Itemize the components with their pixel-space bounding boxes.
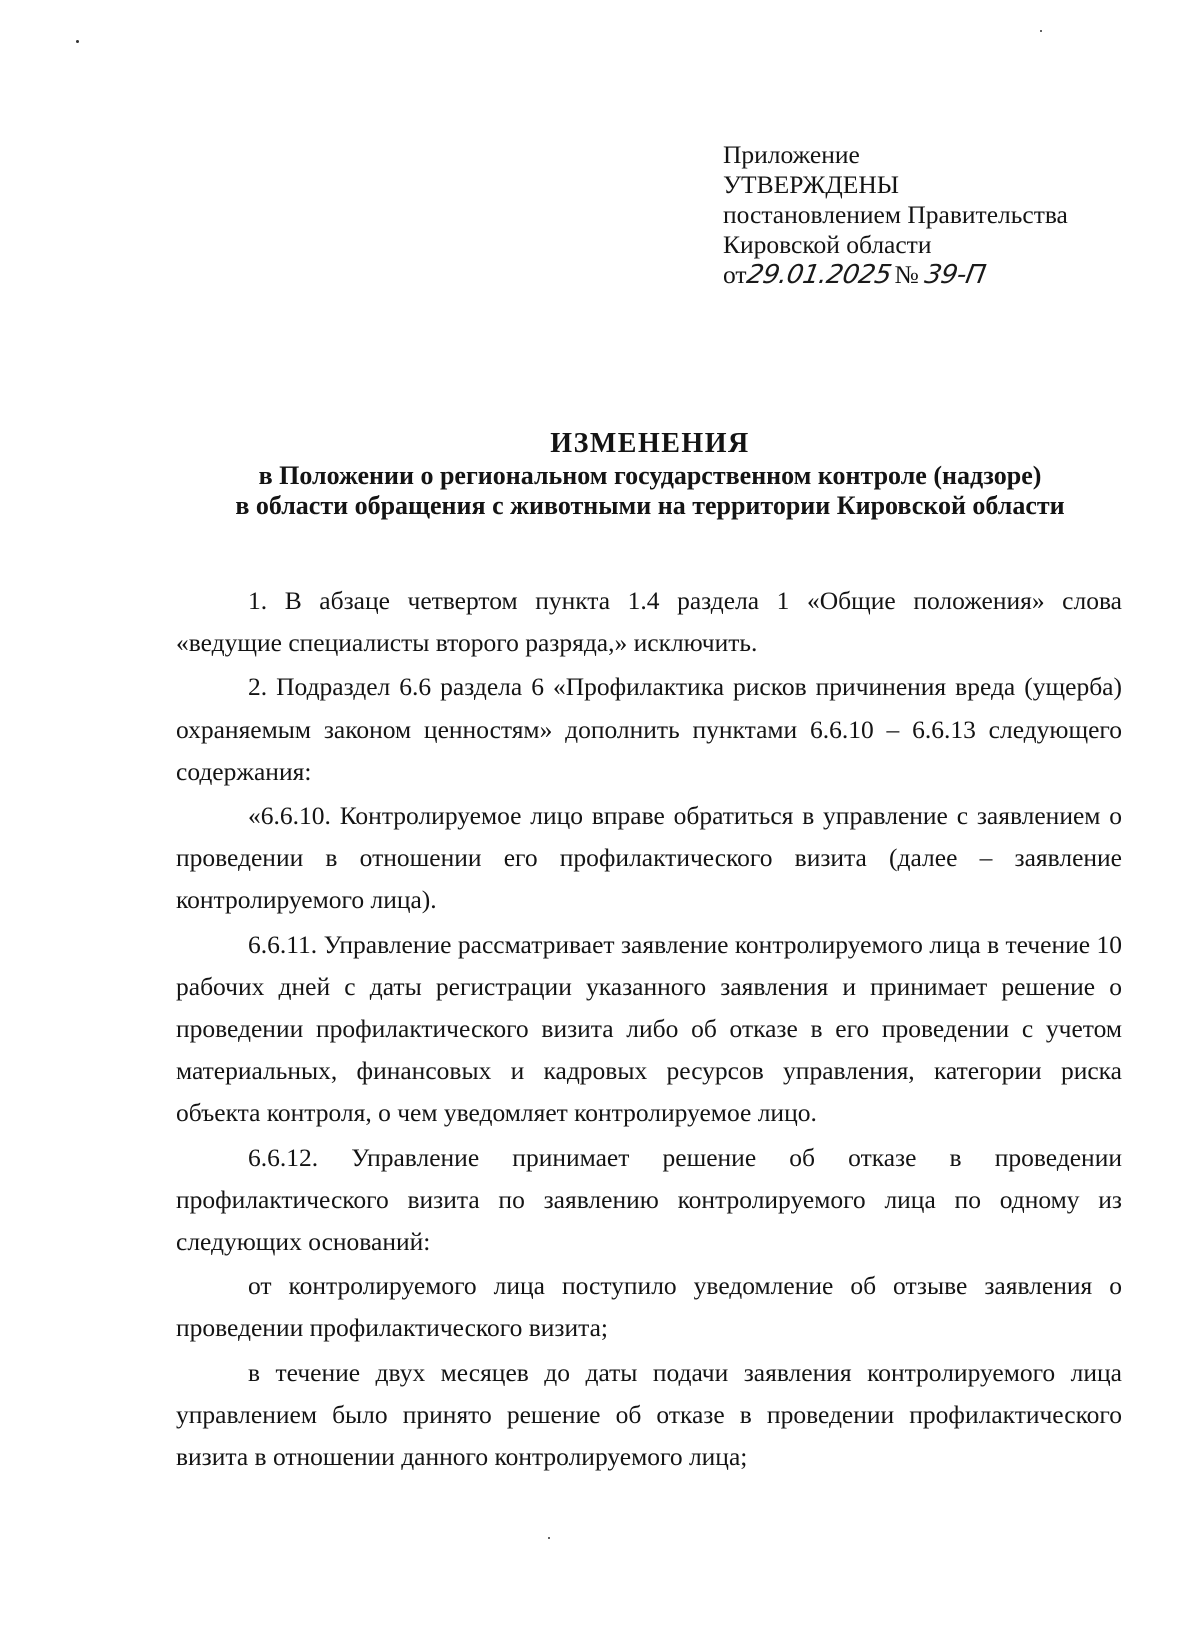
resolution-line-2: Кировской области: [723, 230, 932, 259]
document-body: [176, 580, 1122, 1480]
scan-speck: [548, 1537, 550, 1539]
handwritten-number: 39-П: [922, 260, 988, 290]
scan-speck: [1040, 30, 1042, 32]
resolution-line-1: постановлением Правительства: [723, 200, 1068, 229]
paragraph: от контролируемого лица поступило уведомление об отзыве заявления о проведении профилактического визита;: [176, 1271, 1122, 1343]
paragraph: 2. Подраздел 6.6 раздела 6 «Профилактика рисков причинения вреда (ущерба) охраняемым законом ценностям» дополнить пунктами 6.6.10 – 6.6.13 следующего содержания:: [176, 672, 1122, 786]
paragraph: 6.6.12. Управление принимает решение об отказе в проведении профилактического визита по заявлению контролируемого лица по одному из следующих оснований:: [176, 1142, 1122, 1257]
number-sign: №: [894, 260, 919, 289]
appendix-label: Приложение: [723, 140, 860, 169]
approved-label: УТВЕРЖДЕНЫ: [723, 170, 899, 199]
document-title: [130, 427, 1170, 521]
title-line-1: в Положении о региональном государственном контроле (надзоре): [258, 461, 1042, 490]
resolution-date-line: [723, 260, 1163, 290]
paragraph: 6.6.11. Управление рассматривает заявление контролируемого лица в течение 10 рабочих дней с даты регистрации указанного заявления и принимает решение о проведении профилактического визита либо об отказе в его проведении с учетом материальных, финансовых и кадровых ресурсов управления, категории риска объекта контроля, о чем уведомляет контролируемое лицо.: [176, 929, 1122, 1128]
title-line-2: в области обращения с животными на территории Кировской области: [235, 491, 1065, 520]
handwritten-date: 29.01.2025: [743, 260, 894, 290]
title-heading: ИЗМЕНЕНИЯ: [550, 428, 750, 459]
approval-block: [723, 140, 1163, 290]
paragraph: 1. В абзаце четвертом пункта 1.4 раздела 1 «Общие положения» слова «ведущие специалисты второго разряда,» исключить.: [176, 586, 1122, 658]
paragraph: в течение двух месяцев до даты подачи заявления контролируемого лица управлением было принято решение об отказе в проведении профилактического визита в отношении данного контролируемого лица;: [176, 1357, 1122, 1472]
paragraph: «6.6.10. Контролируемое лицо вправе обратиться в управление с заявлением о проведении в отношении его профилактического визита (далее – заявление контролируемого лица).: [176, 801, 1122, 915]
date-prefix: от: [723, 260, 747, 289]
scan-speck: [76, 40, 79, 43]
